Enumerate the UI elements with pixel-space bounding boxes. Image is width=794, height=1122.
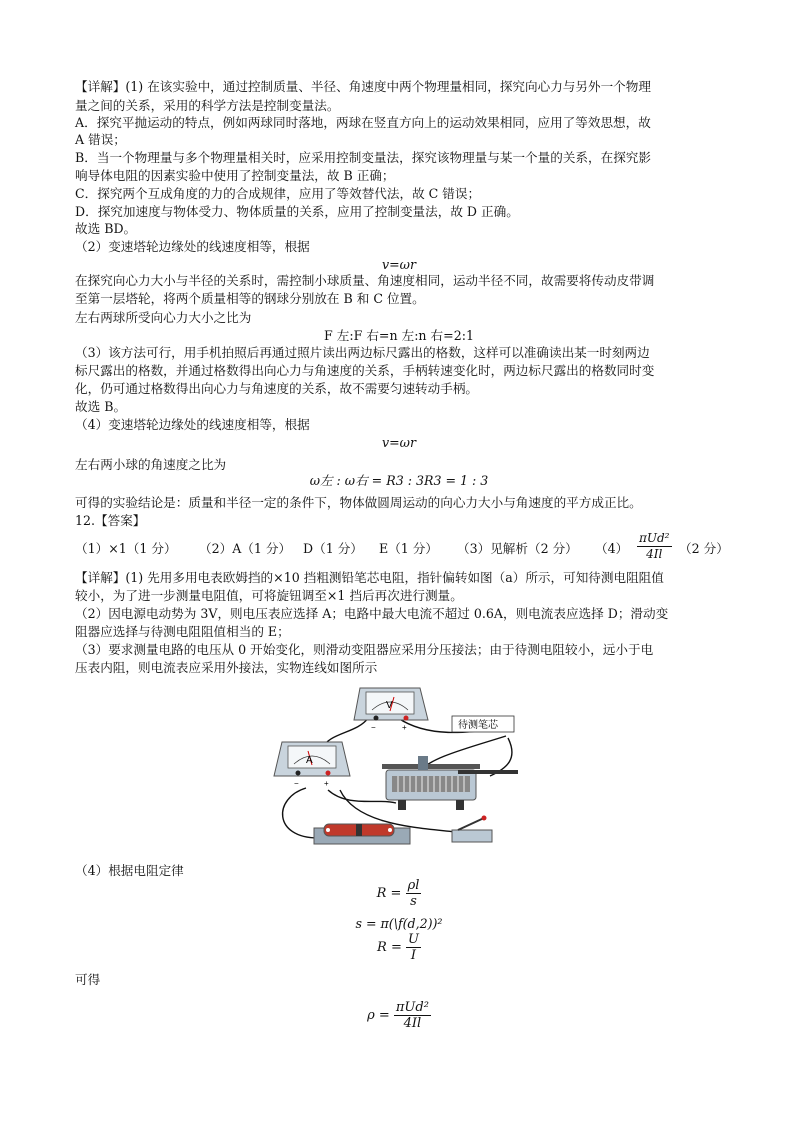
voltmeter-label: V: [386, 700, 393, 711]
answer-2b: D（1 分）: [303, 541, 363, 556]
answer-2: （2）A（1 分）: [199, 541, 292, 556]
answer-2c: E（1 分）: [379, 541, 438, 556]
equation-area: s = π(\f(d,2))²: [355, 916, 443, 931]
equation-resistivity-fraction: $\frac{\text{πUd²}}{4Il}$: [395, 1000, 429, 1031]
pencil-label-text: 待测笔芯: [458, 720, 498, 731]
rheostat: [382, 756, 480, 810]
text-line: （4）根据电阻定律: [75, 863, 184, 878]
text-line: B．当一个物理量与多个物理量相关时，应采用控制变量法，探究该物理量与某一个量的关系，在探究影: [75, 150, 651, 165]
answer-3: （3）见解析（2 分）: [457, 541, 578, 556]
text-line: 阻器应选择与待测电阻阻值相当的 E；: [75, 624, 290, 639]
answers-row: [75, 531, 729, 565]
text-line: A 错误；: [75, 132, 126, 147]
text-line: 左右两球所受向心力大小之比为: [75, 310, 252, 325]
pencil-lead: [458, 770, 518, 774]
equation-resistance: R = $\frac{\rho l}{s}$: [376, 878, 420, 909]
voltmeter-minus: −: [371, 723, 376, 732]
text-line: 【详解】(1) 先用多用电表欧姆挡的×10 挡粗测铅笔芯电阻，指针偏转如图（a）所示，可知待测电阻阻值: [75, 570, 664, 585]
equation-ohm: R = $\frac{U}{I}$: [377, 932, 419, 963]
text-line: 在探究向心力大小与半径的关系时，需控制小球质量、角速度相同，运动半径不同，故需要将传动皮带调: [75, 273, 655, 288]
text-line: （2）因电源电动势为 3V，则电压表应选择 A；电路中最大电流不超过 0.6A，则电流表应选择 D；滑动变: [75, 606, 669, 621]
text-line: 可得: [75, 972, 101, 987]
ammeter: [274, 742, 350, 788]
circuit-diagram: [268, 678, 526, 860]
equation-ohm-fraction: $\frac{U}{I}$: [408, 932, 419, 963]
ammeter-plus: +: [324, 779, 329, 788]
text-line: 左右两小球的角速度之比为: [75, 457, 227, 472]
answer-4: （4）: [595, 541, 629, 556]
equation-resistance-fraction: $\frac{\rho l}{s}$: [407, 878, 420, 909]
equation-resistivity: ρ = $\frac{\text{πUd²}}{4Il}$: [367, 1000, 429, 1031]
text-line: 故选 BD。: [75, 221, 137, 236]
text-line: 【详解】(1) 在该实验中，通过控制质量、半径、角速度中两个物理量相同，探究向心力与另外一个物理: [75, 79, 651, 94]
answer-4-fraction: πUd² 4Il: [639, 531, 670, 561]
pencil-label: [452, 716, 514, 732]
voltmeter-plus: +: [402, 723, 407, 732]
text-line: D．探究加速度与物体受力、物体质量的关系，应用了控制变量法，故 D 正确。: [75, 204, 519, 219]
ammeter-label: A: [306, 755, 313, 766]
text-line: A．探究平抛运动的特点，例如两球同时落地，两球在竖直方向上的运动效果相同，应用了等效思想，故: [75, 115, 651, 130]
text-line: 化，仍可通过格数得出向心力与角速度的关系，故不需要匀速转动手柄。: [75, 381, 478, 396]
text-line: C．探究两个互成角度的力的合成规律，应用了等效替代法，故 C 错误；: [75, 186, 481, 201]
battery: [314, 824, 410, 844]
formula-omega-ratio: ω左 : ω右 = R3 : 3R3 = 1 : 3: [309, 473, 489, 488]
text-line: 故选 B。: [75, 399, 127, 414]
text-line: （3）该方法可行，用手机拍照后再通过照片读出两边标尺露出的格数，这样可以准确读出某一时刻两边: [75, 345, 650, 360]
text-line: 标尺露出的格数，并通过格数得出向心力与角速度的关系，手柄转速变化时，两边标尺露出的格数同时变: [75, 363, 655, 378]
text-line: 量之间的关系，采用的科学方法是控制变量法。: [75, 98, 340, 113]
formula-force-ratio: F 左:F 右=n 左:n 右=2:1: [324, 328, 474, 343]
question-12-header: 12.【答案】: [75, 513, 146, 528]
text-line: 至第一层塔轮，将两个质量相等的钢球分别放在 B 和 C 位置。: [75, 291, 425, 306]
answer-1: （1）×1（1 分）: [75, 541, 177, 556]
answer-4-score: （2 分）: [679, 541, 729, 556]
formula-v-omega-r-2: v=ωr: [382, 435, 416, 450]
ammeter-minus: −: [294, 779, 299, 788]
voltmeter: [354, 688, 428, 732]
formula-v-omega-r: v=ωr: [382, 257, 416, 272]
text-line: 压表内阻，则电流表应采用外接法，实物连线如图所示: [75, 660, 378, 675]
text-line: （4）变速塔轮边缘处的线速度相等，根据: [75, 417, 310, 432]
text-line: 响导体电阻的因素实验中使用了控制变量法，故 B 正确；: [75, 168, 395, 183]
text-line: （2）变速塔轮边缘处的线速度相等，根据: [75, 239, 310, 254]
text-line: （3）要求测量电路的电压从 0 开始变化，则滑动变阻器应采用分压接法；由于待测电阻较小，远小于电: [75, 642, 654, 657]
switch: [452, 816, 492, 843]
text-line: 较小，为了进一步测量电阻值，可将旋钮调至×1 挡后再次进行测量。: [75, 588, 463, 603]
text-line: 可得的实验结论是：质量和半径一定的条件下，物体做圆周运动的向心力大小与角速度的平方成正比。: [75, 495, 642, 510]
